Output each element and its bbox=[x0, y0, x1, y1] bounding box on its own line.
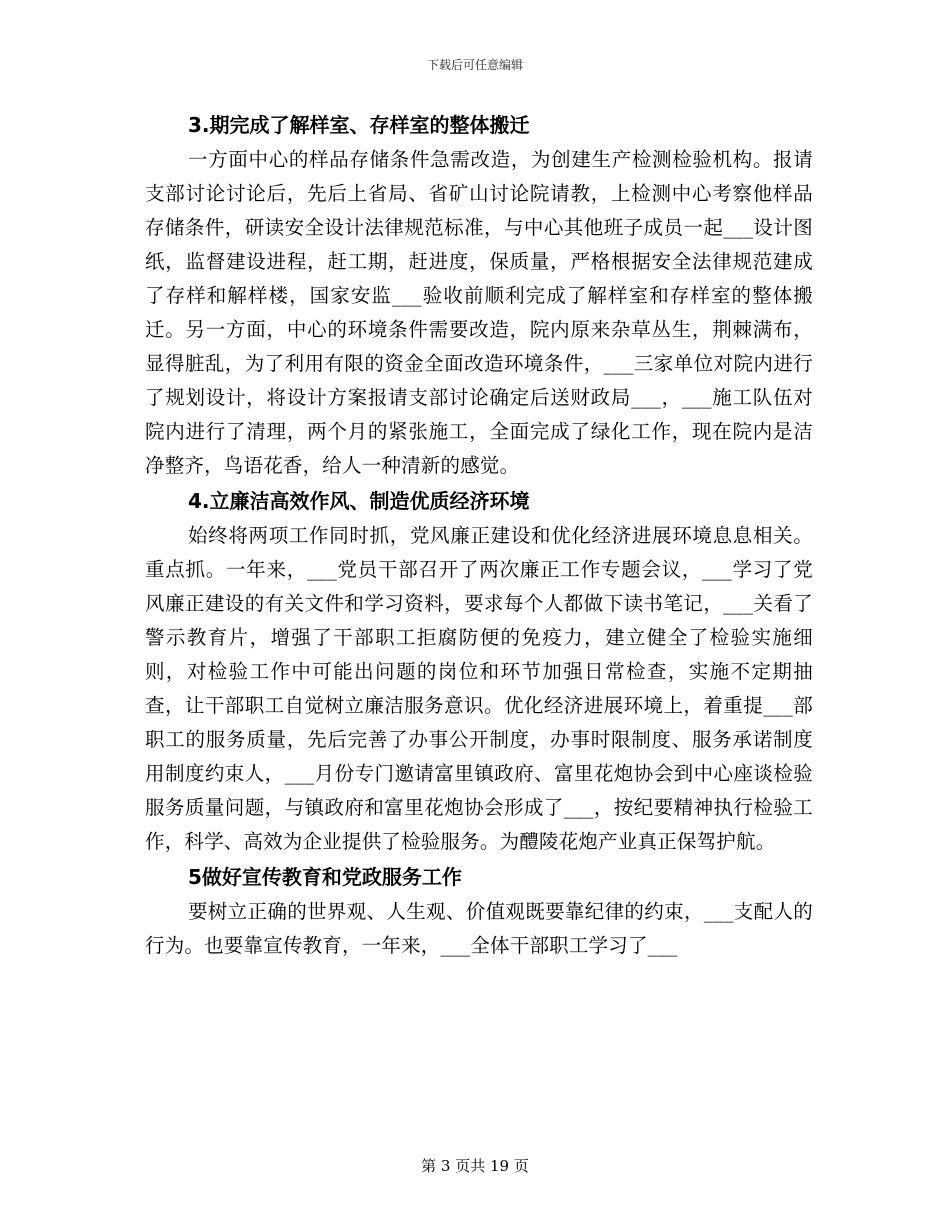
section-heading-5: 5做好宣传教育和党政服务工作 bbox=[188, 865, 462, 889]
document-body bbox=[145, 107, 813, 963]
section-paragraph-4: 始终将两项工作同时抓，党风廉正建设和优化经济进展环境息息相关。重点抓。一年来，___党员干部召开了两次廉正工作专题会议，___学习了党风廉正建设的有关文件和学习资料，要求每个人都做下读书笔记，___关看了警示教育片，增强了干部职工拒腐防便的免疫力，建立健全了检验实施细则，对检验工作中可能出问题的岗位和环节加强日常检查，实施不定期抽查，让干部职工自觉树立廉洁服务意识。优化经济进展环境上，着重提___部职工的服务质量，先后完善了办事公开制度，办事时限制度、服务承诺制度用制度约束人，___月份专门邀请富里镇政府、富里花炮协会到中心座谈检验服务质量问题，与镇政府和富里花炮协会形成了___，按纪要精神执行检验工作，科学、高效为企业提供了检验服务。为醴陵花炮产业真正保驾护航。 bbox=[145, 524, 813, 853]
page-footer: 第 3 页共 19 页 bbox=[421, 1157, 529, 1175]
section-paragraph-3: 一方面中心的样品存储条件急需改造，为创建生产检测检验机构。报请支部讨论讨论后，先后上省局、省矿山讨论院请教，上检测中心考察他样品存储条件，研读安全设计法律规范标准，与中心其他班子成员一起___设计图纸，监督建设进程，赶工期，赶进度，保质量，严格根据安全法律规范建成了存样和解样楼，国家安监___验收前顺利完成了解样室和存样室的整体搬迁。另一方面，中心的环境条件需要改造，院内原来杂草丛生，荆棘满布，显得脏乱，为了利用有限的资金全面改造环境条件，___三家单位对院内进行了规划设计，将设计方案报请支部讨论确定后送财政局___，___施工队伍对院内进行了清理，两个月的紧张施工，全面完成了绿化工作，现在院内是洁净整齐，鸟语花香，给人一种清新的感觉。 bbox=[145, 148, 813, 477]
section-heading-4: 4.立廉洁高效作风、制造优质经济环境 bbox=[188, 489, 530, 513]
section-heading-3: 3.期完成了解样室、存样室的整体搬迁 bbox=[188, 113, 530, 137]
page-header: 下载后可任意编辑 bbox=[426, 58, 523, 72]
section-paragraph-5: 要树立正确的世界观、人生观、价值观既要靠纪律的约束，___支配人的行为。也要靠宣传教育，一年来，___全体干部职工学习了___ bbox=[145, 900, 813, 957]
